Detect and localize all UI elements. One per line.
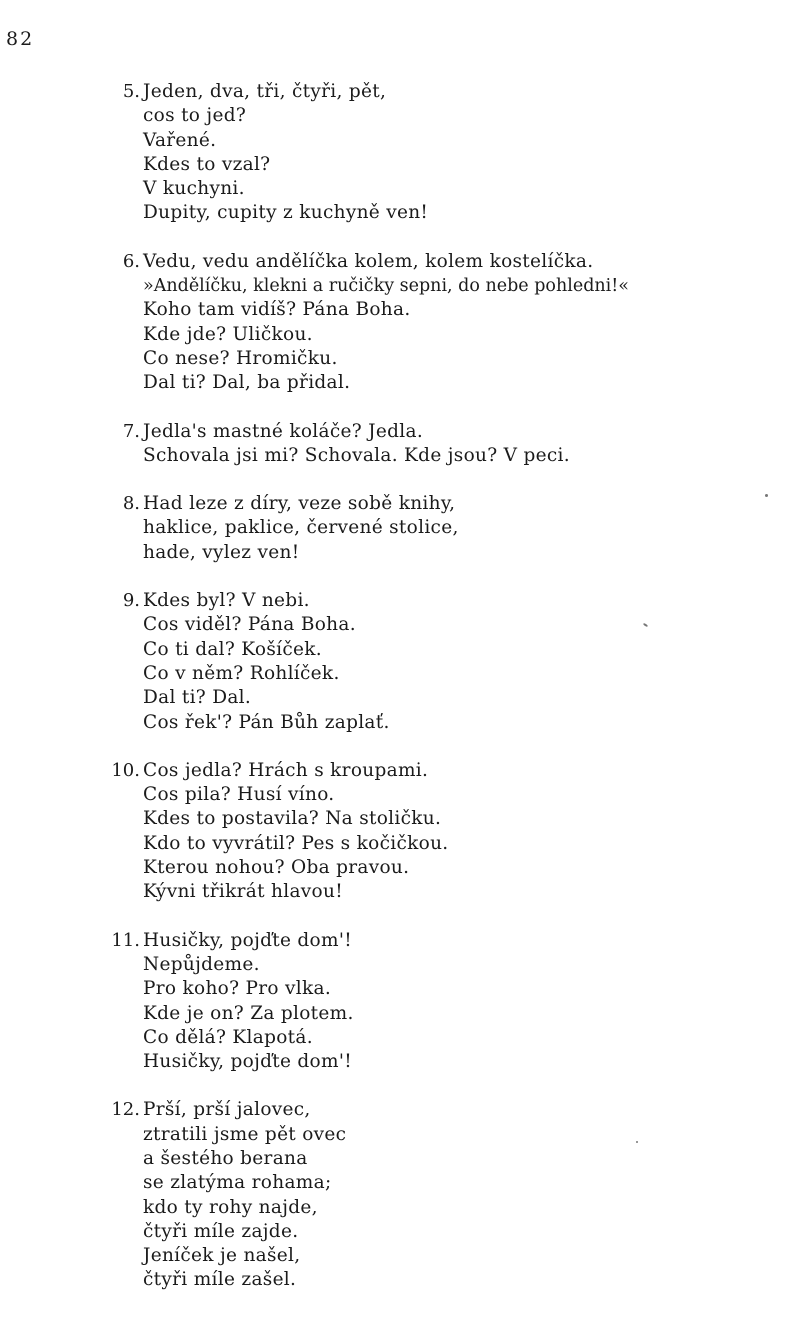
verse-line: Cos viděl? Pána Boha. <box>143 614 356 636</box>
verse-line: Kdes byl? V nebi. <box>143 590 310 612</box>
verse-line: Co dělá? Klapotá. <box>143 1026 313 1048</box>
verse-line: Prší, prší jalovec, <box>143 1099 311 1121</box>
paper-speck <box>765 494 768 497</box>
verse-line: Vařené. <box>143 129 217 151</box>
verse-line: Koho tam vidíš? Pána Boha. <box>143 299 411 321</box>
verse-line: čtyři míle zajde. <box>143 1220 299 1242</box>
verse-line: Cos jedla? Hrách s kroupami. <box>143 759 429 781</box>
verse-line: Kdes to vzal? <box>143 153 271 175</box>
verse-line: Kde je on? Za plotem. <box>143 1002 354 1024</box>
rhyme-list <box>100 80 780 1293</box>
verse-line: Husičky, pojďte dom'! <box>143 929 352 951</box>
page-number: 82 <box>6 28 35 50</box>
verse-line: čtyři míle zašel. <box>143 1269 297 1291</box>
stanza-number: 10. <box>111 759 140 781</box>
stanza-number: 11. <box>111 929 140 951</box>
verse-line: Cos pila? Husí víno. <box>143 784 335 806</box>
verse-line: Kývni třikrát hlavou! <box>143 881 343 903</box>
verse-line: Schovala jsi mi? Schovala. Kde jsou? V peci. <box>143 444 570 466</box>
verse-line: Had leze z díry, veze sobě knihy, <box>143 493 456 515</box>
verse-line: Dal ti? Dal. <box>143 687 252 709</box>
verse-line: Dupity, cupity z kuchyně ven! <box>143 202 429 224</box>
verse-line: a šestého berana <box>143 1147 308 1169</box>
stanza-9 <box>100 589 780 735</box>
verse-line: hade, vylez ven! <box>143 541 300 563</box>
verse-line: se zlatýma rohama; <box>143 1172 332 1194</box>
stanza-number: 5. <box>122 81 140 102</box>
verse-line: Kde jde? Uličkou. <box>143 323 313 345</box>
stanza-number: 12. <box>111 1099 140 1121</box>
verse-line: V kuchyni. <box>143 178 245 200</box>
paper-speck <box>636 1141 638 1143</box>
stanza-7 <box>100 420 780 469</box>
verse-line: »Andělíčku, klekni a ručičky sepni, do nebe pohledni!« <box>143 276 630 297</box>
verse-line: Kterou nohou? Oba pravou. <box>143 857 410 879</box>
stanza-number: 7. <box>122 420 140 442</box>
stanza-number: 6. <box>122 250 140 272</box>
verse-line: Cos řek'? Pán Bůh zaplať. <box>143 711 390 733</box>
verse-line: Kdo to vyvrátil? Pes s kočičkou. <box>143 832 449 854</box>
stanza-8 <box>100 492 780 565</box>
verse-line: Jeníček je našel, <box>143 1245 301 1267</box>
verse-line: Pro koho? Pro vlka. <box>143 978 332 1000</box>
verse-line: Dal ti? Dal, ba přidal. <box>143 372 351 394</box>
verse-line: Husičky, pojďte dom'! <box>143 1051 352 1073</box>
stanza-number: 8. <box>122 493 140 515</box>
verse-line: ztratili jsme pět ovec <box>143 1123 347 1145</box>
stanza-12 <box>100 1098 780 1292</box>
stanza-10 <box>100 759 780 905</box>
verse-line: haklice, paklice, červené stolice, <box>143 517 459 539</box>
verse-line: Co ti dal? Košíček. <box>143 638 322 660</box>
verse-line: Co v něm? Rohlíček. <box>143 662 340 684</box>
stanza-5 <box>100 80 780 226</box>
verse-line: Co nese? Hromičku. <box>143 347 338 369</box>
verse-line: Nepůjdeme. <box>143 953 260 975</box>
verse-line: Jeden, dva, tři, čtyři, pět, <box>143 81 387 102</box>
verse-line: cos to jed? <box>143 105 247 127</box>
verse-line: Jedla's mastné koláče? Jedla. <box>143 420 423 442</box>
verse-line: Vedu, vedu andělíčka kolem, kolem kostelíčka. <box>143 250 594 272</box>
verse-line: kdo ty rohy najde, <box>143 1196 318 1218</box>
verse-line: Kdes to postavila? Na stoličku. <box>143 808 442 830</box>
stanza-11 <box>100 929 780 1075</box>
stanza-6 <box>100 250 780 396</box>
stanza-number: 9. <box>122 590 140 612</box>
